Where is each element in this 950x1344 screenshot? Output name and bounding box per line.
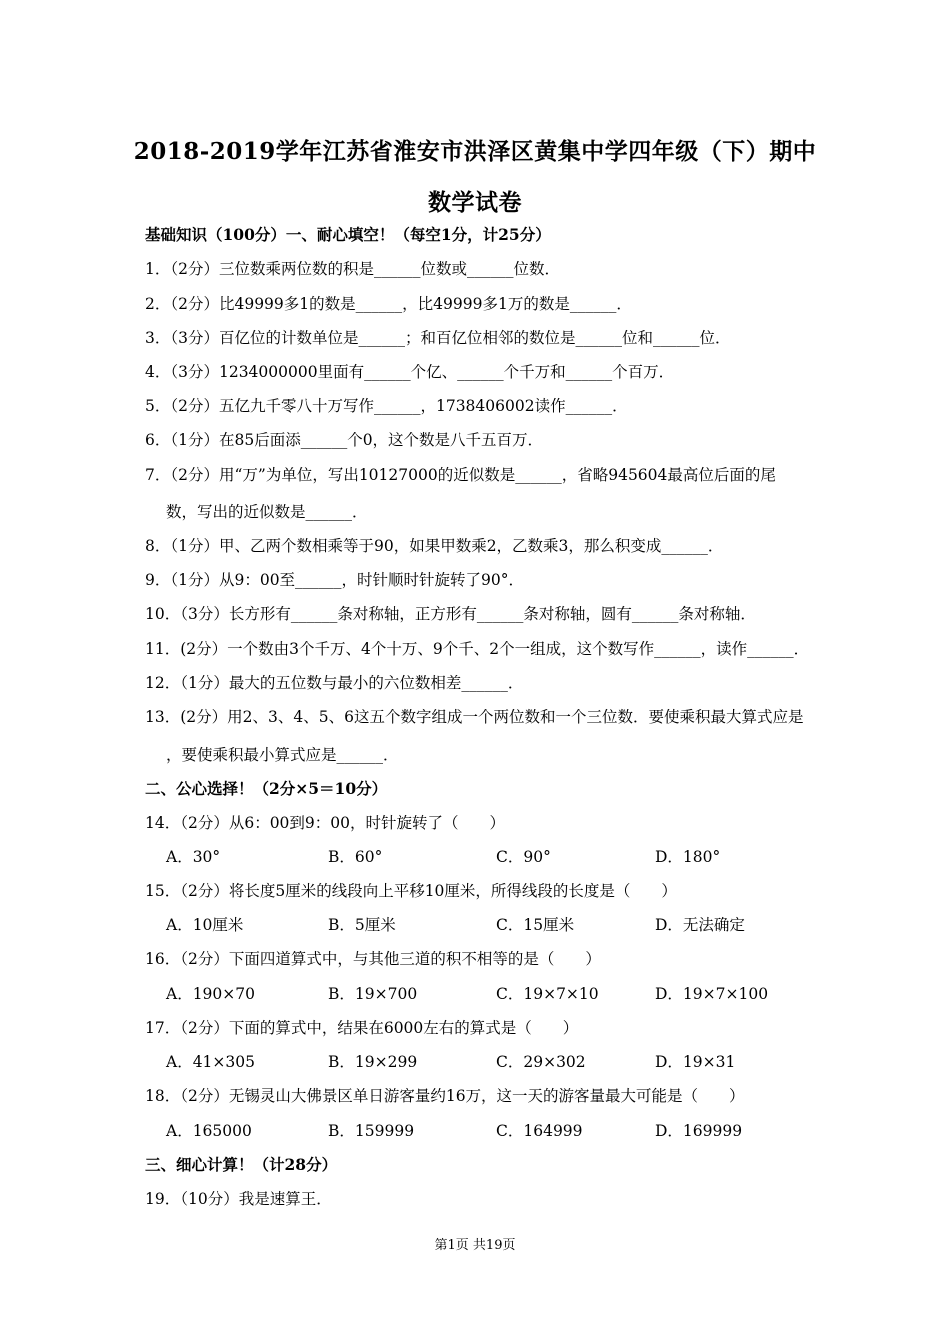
q16-option-a: A．190×70 (166, 985, 255, 1003)
question-16: 16．（2分）下面四道算式中，与其他三道的积不相等的是（ ） (145, 950, 601, 968)
q17-option-c: C．29×302 (496, 1053, 586, 1071)
question-12: 12．（1分）最大的五位数与最小的六位数相差______． (145, 674, 524, 692)
q14-option-b: B．60° (328, 848, 383, 866)
question-9: 9．（1分）从9：00至______，时针顺时针旋转了90°． (145, 571, 525, 589)
q14-option-a: A．30° (166, 848, 221, 866)
q14-option-c: C．90° (496, 848, 551, 866)
section-heading-calculation: 三、细心计算！（计28分） (145, 1155, 338, 1174)
q15-option-c: C．15厘米 (496, 916, 575, 934)
q18-option-c: C．164999 (496, 1122, 583, 1140)
q16-option-b: B．19×700 (328, 985, 418, 1003)
section-heading-fill-blank: 基础知识（100分）一、耐心填空！（每空1分，计25分） (145, 225, 551, 244)
question-14: 14．（2分）从6：00到9：00，时针旋转了（ ） (145, 814, 506, 832)
question-10: 10．（3分）长方形有______条对称轴，正方形有______条对称轴，圆有______条对称轴． (145, 605, 756, 623)
q18-option-d: D．169999 (655, 1122, 743, 1140)
question-7-line2: 数，写出的近似数是______． (166, 503, 368, 521)
page-footer: 第1页 共19页 (434, 1238, 516, 1253)
q18-option-b: B．159999 (328, 1122, 415, 1140)
exam-title-line1: 2018-2019学年江苏省淮安市洪泽区黄集中学四年级（下）期中 (133, 138, 817, 165)
question-8: 8．（1分）甲、乙两个数相乘等于90，如果甲数乘2，乙数乘3，那么积变成______． (145, 537, 724, 555)
q17-option-a: A．41×305 (166, 1053, 255, 1071)
section-heading-choice: 二、公心选择！（2分×5＝10分） (145, 779, 388, 798)
q15-option-b: B．5厘米 (328, 916, 396, 934)
q15-option-d: D．无法确定 (655, 916, 745, 934)
q16-option-d: D．19×7×100 (655, 985, 769, 1003)
question-13-line1: 13．(2分）用2、3、4、5、6这五个数字组成一个两位数和一个三位数．要使乘积最大算式应是 (145, 708, 804, 726)
q16-option-c: C．19×7×10 (496, 985, 599, 1003)
q18-option-a: A．165000 (166, 1122, 252, 1140)
question-19: 19．（10分）我是速算王． (145, 1190, 332, 1208)
question-1: 1．（2分）三位数乘两位数的积是______位数或______位数． (145, 260, 560, 278)
q14-option-d: D．180° (655, 848, 721, 866)
question-4: 4．（3分）1234000000里面有______个亿、______个千万和______个百万． (145, 363, 675, 381)
q17-option-d: D．19×31 (655, 1053, 736, 1071)
exam-title-line2: 数学试卷 (428, 189, 522, 216)
q15-option-a: A．10厘米 (166, 916, 244, 934)
question-17: 17．（2分）下面的算式中，结果在6000左右的算式是（ ） (145, 1019, 579, 1037)
question-11: 11．(2分）一个数由3个千万、4个十万、9个千、2个一组成，这个数写作______，读作______． (145, 640, 810, 658)
question-13-line2: ，要使乘积最小算式应是______． (166, 746, 399, 764)
question-6: 6．（1分）在85后面添______个0，这个数是八千五百万． (145, 431, 544, 449)
question-2: 2．（2分）比49999多1的数是______，比49999多1万的数是______． (145, 295, 632, 313)
question-18: 18．（2分）无锡灵山大佛景区单日游客量约16万，这一天的游客量最大可能是（ ） (145, 1087, 745, 1105)
question-15: 15．（2分）将长度5厘米的线段向上平移10厘米，所得线段的长度是（ ） (145, 882, 677, 900)
question-3: 3．（3分）百亿位的计数单位是______；和百亿位相邻的数位是______位和______位． (145, 329, 731, 347)
question-7-line1: 7．（2分）用“万”为单位，写出10127000的近似数是______，省略945604最高位后面的尾 (145, 466, 776, 484)
question-5: 5．（2分）五亿九千零八十万写作______，1738406002读作______． (145, 397, 628, 415)
q17-option-b: B．19×299 (328, 1053, 418, 1071)
